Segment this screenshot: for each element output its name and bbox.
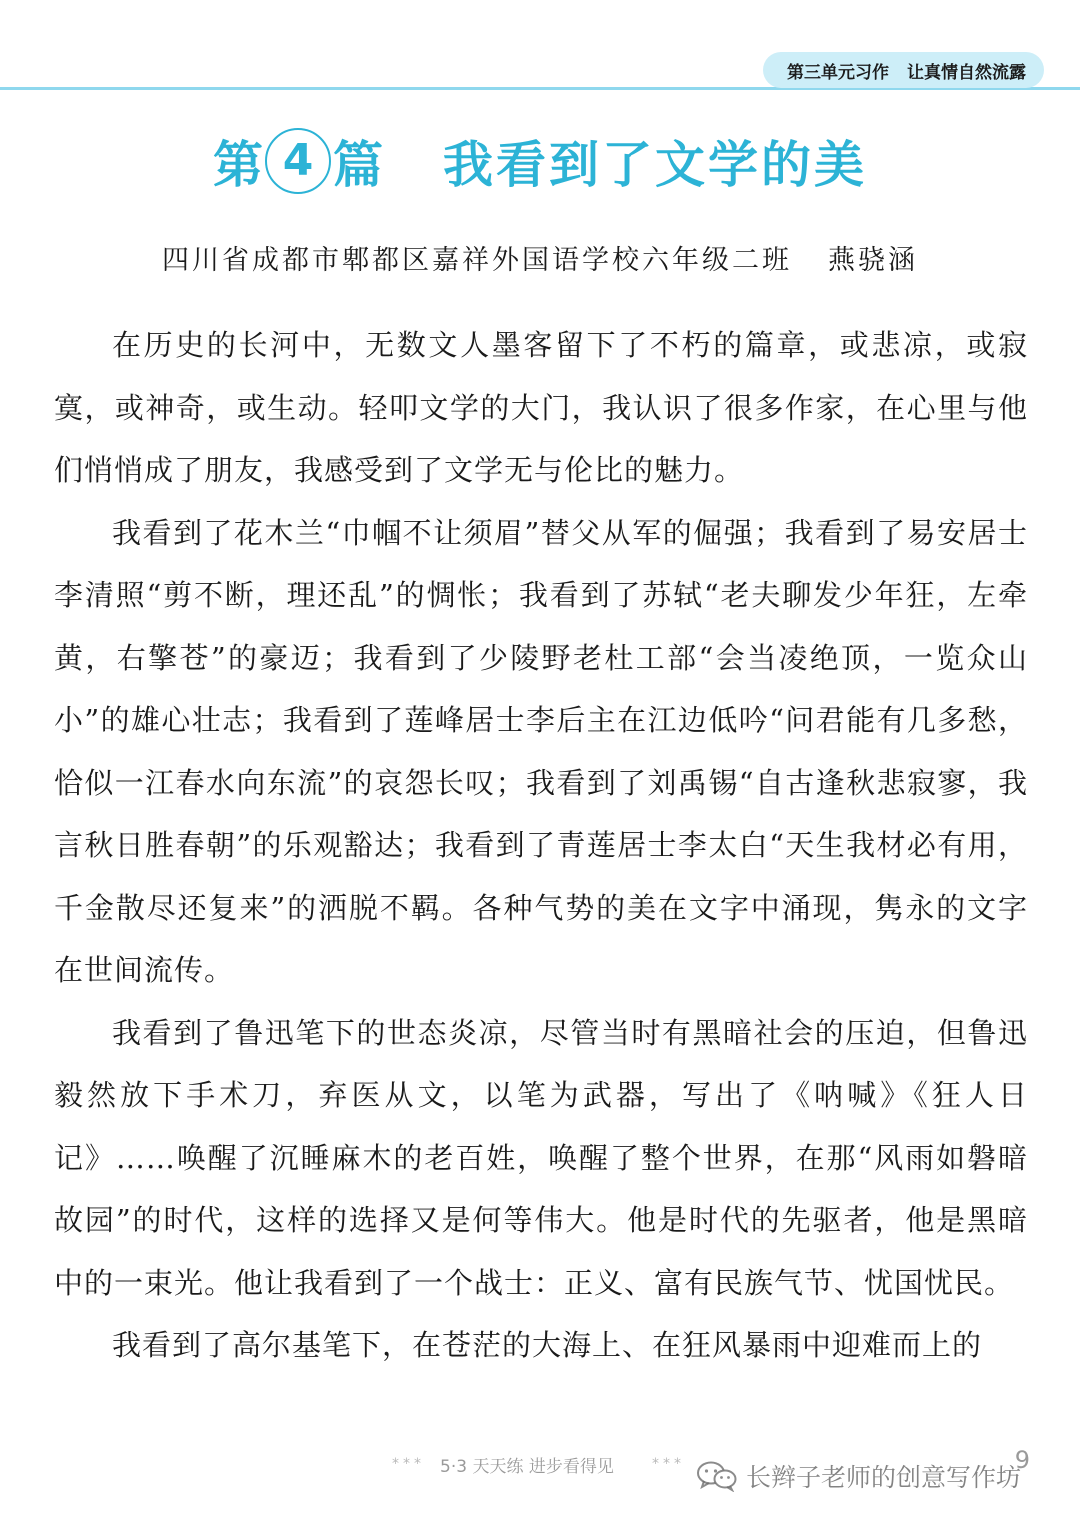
paragraph: 我看到了鲁迅笔下的世态炎凉，尽管当时有黑暗社会的压迫，但鲁迅毅然放下手术刀，弃医从文，以笔为武器，写出了《呐喊》《狂人日记》……唤醒了沉睡麻木的老百姓，唤醒了整个世界，在那“风雨如磐暗故园”的时代，这样的选择又是何等伟大。他是时代的先驱者，他是黑暗中的一束光。他让我看到了一个战士：正义、富有民族气节、忧国忧民。 <box>54 1015 1028 1300</box>
essay-body <box>54 314 1028 1377</box>
footer-stars-left: *** <box>392 1456 425 1472</box>
footer-slogan: 5·3 天天练 进步看得见 <box>440 1457 614 1477</box>
paragraph: 在历史的长河中，无数文人墨客留下了不朽的篇章，或悲凉，或寂寞，或神奇，或生动。轻叩文学的大门，我认识了很多作家，在心里与他们悄悄成了朋友，我感受到了文学无与伦比的魅力。 <box>54 328 1028 487</box>
title-number-badge: 4 <box>265 128 331 194</box>
author-line <box>0 238 1080 277</box>
paragraph: 我看到了高尔基笔下，在苍茫的大海上、在狂风暴雨中迎难而上的 <box>112 1328 983 1362</box>
unit-tab <box>763 52 1044 88</box>
author-school: 四川省成都市郫都区嘉祥外国语学校六年级二班 <box>162 245 792 276</box>
paragraph: 我看到了花木兰“巾帼不让须眉”替父从军的倔强；我看到了易安居士李清照“剪不断，理还乱”的惆怅；我看到了苏轼“老夫聊发少年狂，左牵黄，右擎苍”的豪迈；我看到了少陵野老杜工部“会当凌绝顶，一览众山小”的雄心壮志；我看到了莲峰居士李后主在江边低吟“问君能有几多愁，恰似一江春水向东流”的哀怨长叹；我看到了刘禹锡“自古逢秋悲寂寥，我言秋日胜春朝”的乐观豁达；我看到了青莲居士李太白“天生我材必有用，千金散尽还复来”的洒脱不羁。各种气势的美在文字中涌现，隽永的文字在世间流传。 <box>54 515 1028 987</box>
wechat-icon <box>696 1460 738 1492</box>
essay-title: 我看到了文学的美 <box>443 136 867 194</box>
page-number: 9 <box>1014 1446 1030 1474</box>
watermark-text: 长辫子老师的创意写作坊 <box>746 1463 1022 1492</box>
page-title <box>0 128 1080 194</box>
author-name: 燕骁涵 <box>828 245 918 276</box>
footer-stars-right: *** <box>652 1456 685 1472</box>
unit-theme: 让真情自然流露 <box>907 62 1026 83</box>
unit-label: 第三单元习作 <box>787 62 889 83</box>
watermark <box>696 1458 1021 1494</box>
title-prefix: 第 <box>213 136 263 194</box>
title-suffix: 篇 <box>333 136 383 194</box>
